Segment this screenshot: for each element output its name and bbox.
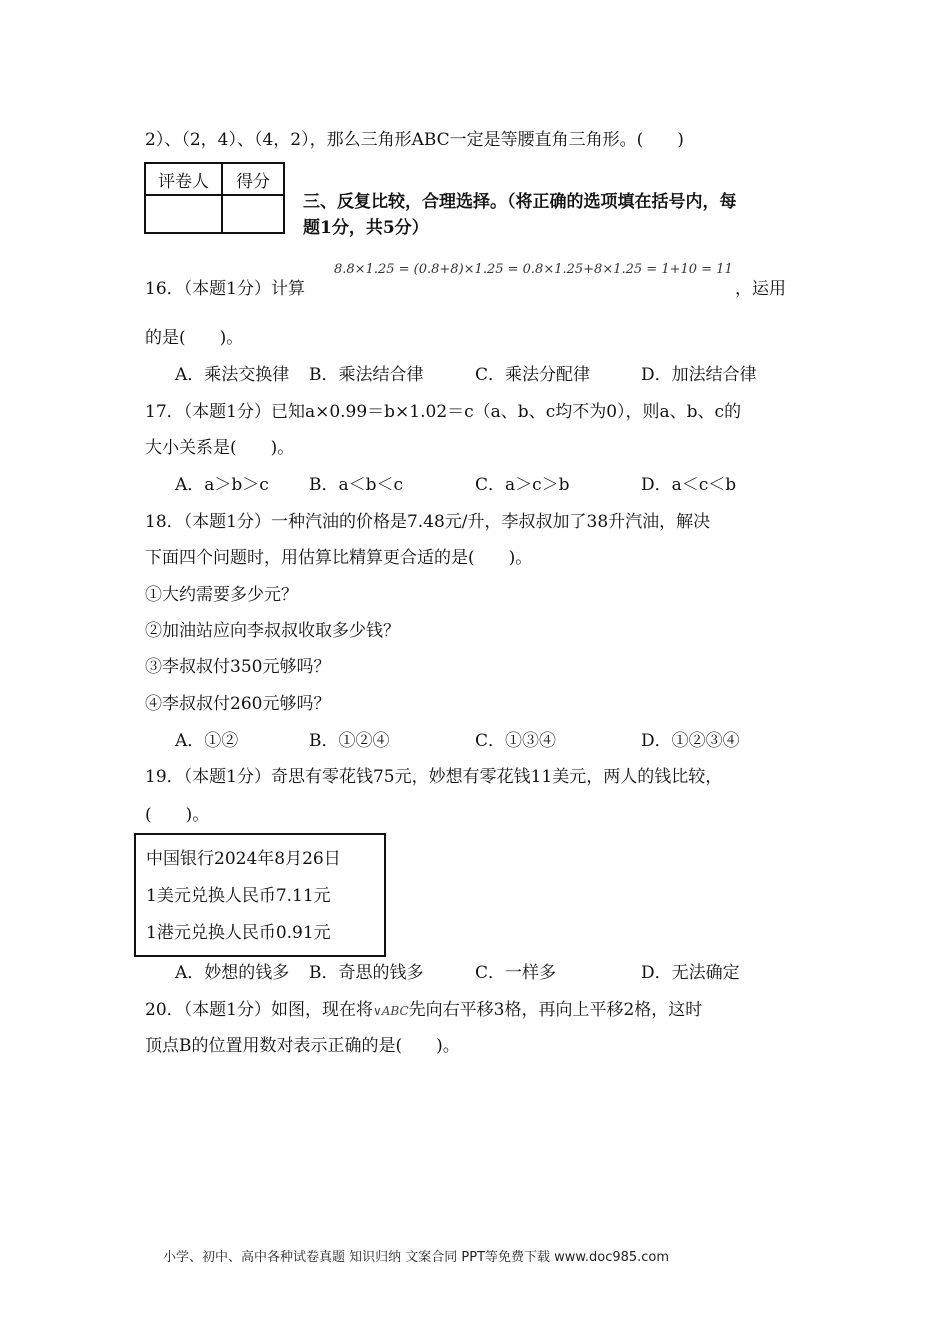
grader-header: 评卷人: [145, 163, 222, 195]
exchange-rate-box: [134, 833, 386, 957]
q20-prefix: 20．（本题1分）如图，现在将: [145, 1000, 373, 1020]
exchange-rate-usd: 1美元兑换人民币7.11元: [146, 886, 331, 906]
exchange-rate-hkd: 1港元兑换人民币0.91元: [146, 923, 331, 943]
q18-item-4: ④李叔叔付260元够吗？: [145, 694, 331, 714]
q19-option-c: C．一样多: [475, 963, 557, 983]
q19-option-b: B．奇思的钱多: [309, 963, 424, 983]
score-table: [144, 162, 285, 234]
q17-option-d: D．a＜c＜b: [641, 475, 737, 495]
q17-option-a: A．a＞b＞c: [175, 475, 269, 495]
q16-suffix: ，运用: [735, 279, 786, 299]
q18-line2: 下面四个问题时，用估算比精算更合适的是( )。: [145, 548, 533, 568]
score-header: 得分: [222, 163, 284, 195]
q19-option-a: A．妙想的钱多: [175, 963, 290, 983]
score-cell: [222, 195, 284, 233]
q17-line2: 大小关系是( )。: [145, 438, 295, 458]
q18-option-b: B．①②④: [309, 731, 390, 751]
q18-item-1: ①大约需要多少元？: [145, 585, 298, 605]
q16-option-b: B．乘法结合律: [309, 365, 424, 385]
triangle-abc-symbol: ∨ABC: [372, 1004, 409, 1018]
q18-option-a: A．①②: [175, 731, 239, 751]
q18-option-d: D．①②③④: [641, 731, 740, 751]
q16-prefix: 16．（本题1分）计算: [145, 279, 305, 299]
q19-option-d: D．无法确定: [641, 963, 740, 983]
q18-option-c: C．①③④: [475, 731, 557, 751]
q18-item-3: ③李叔叔付350元够吗？: [145, 657, 331, 677]
q17-option-b: B．a＜b＜c: [309, 475, 404, 495]
q16-option-a: A．乘法交换律: [175, 365, 290, 385]
q18-line1: 18．（本题1分）一种汽油的价格是7.48元/升，李叔叔加了38升汽油，解决: [145, 512, 711, 532]
page-footer: 小学、初中、高中各种试卷真题 知识归纳 文案合同 PPT等免费下载 www.doc985.com: [163, 1250, 670, 1265]
section-title-line1: 三、反复比较，合理选择。（将正确的选项填在括号内，每: [303, 192, 737, 212]
q17-option-c: C．a＞c＞b: [475, 475, 570, 495]
section-title-line2: 题1分，共5分）: [303, 218, 429, 238]
exchange-rate-date: 中国银行2024年8月26日: [146, 849, 341, 869]
q19-line2: ( )。: [145, 805, 210, 825]
q18-item-2: ②加油站应向李叔叔收取多少钱？: [145, 621, 400, 641]
q16-formula: 8.8×1.25 = (0.8+8)×1.25 = 0.8×1.25+8×1.25 = 1+10 = 11: [334, 262, 733, 277]
q16-option-d: D．加法结合律: [641, 365, 757, 385]
grader-cell: [145, 195, 222, 233]
q17-line1: 17．（本题1分）已知a×0.99＝b×1.02＝c（a、b、c均不为0），则a、b、c的: [145, 402, 742, 422]
q20-line2: 顶点B的位置用数对表示正确的是( )。: [145, 1036, 460, 1056]
q20-suffix: 先向右平移3格，再向上平移2格，这时: [408, 1000, 703, 1020]
q16-line2: 的是( )。: [145, 328, 244, 348]
q20-line1: [145, 995, 702, 1020]
previous-question-tail: 2）、（2，4）、（4，2），那么三角形ABC一定是等腰直角三角形。( ): [145, 130, 684, 150]
q16-option-c: C．乘法分配律: [475, 365, 591, 385]
q19-line1: 19．（本题1分）奇思有零花钱75元，妙想有零花钱11美元，两人的钱比较，: [145, 767, 723, 787]
